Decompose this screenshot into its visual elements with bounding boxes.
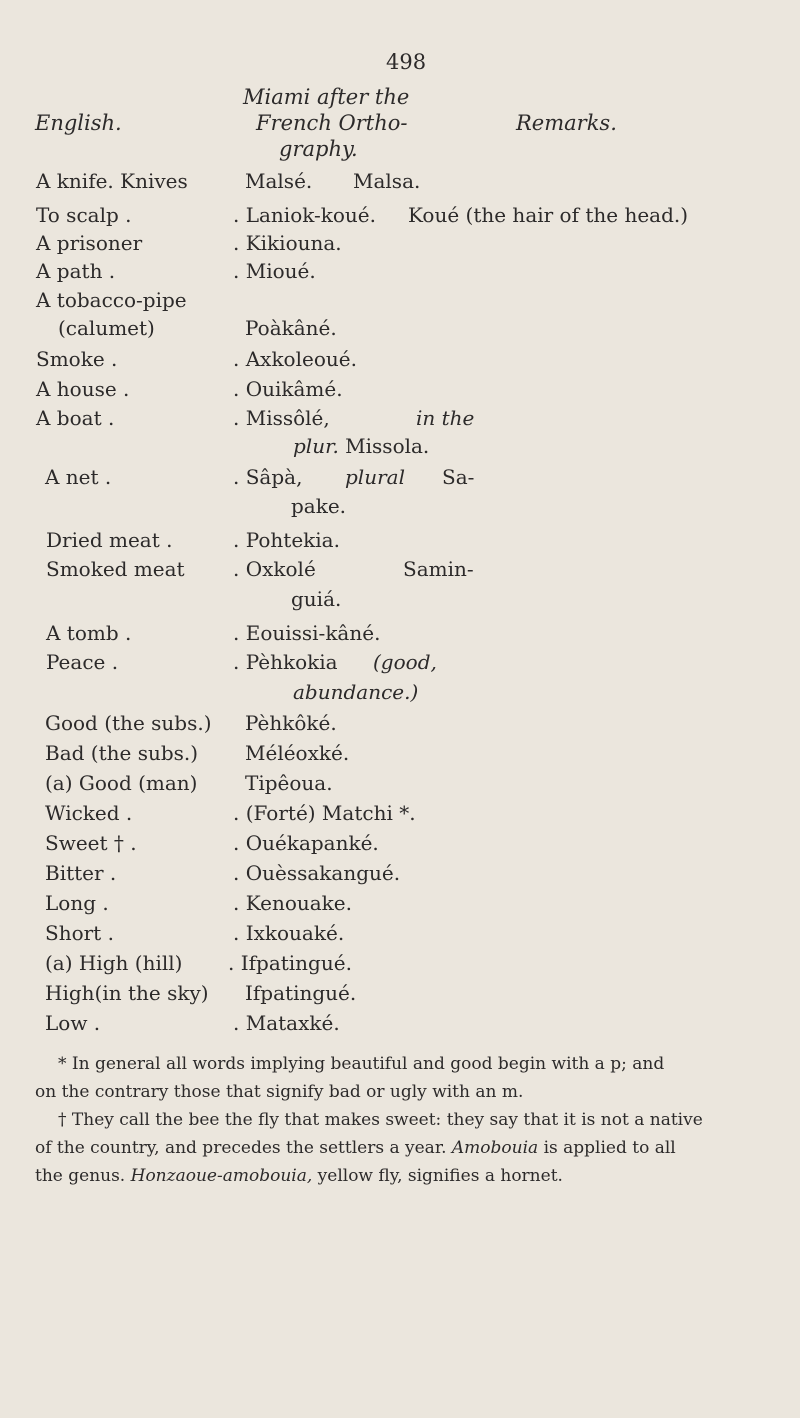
vocab-row (0, 621, 800, 651)
remark: Koué (the hair of the head.) (408, 203, 689, 227)
continuation-line: guiá. (291, 587, 342, 611)
vocab-row (0, 528, 800, 558)
footnote-text: is applied to all (543, 1138, 676, 1158)
miami-term: . Sâpà, (233, 465, 303, 489)
footnote-dagger-line2 (35, 1138, 676, 1158)
english-term: To scalp . (36, 203, 132, 227)
miami-term: . Ouikâmé. (233, 377, 343, 401)
footnote-text: of the country, and precedes the settlers a year. (35, 1138, 447, 1158)
miami-term: . Kenouake. (233, 891, 352, 915)
footnote-term: Amobouia (451, 1138, 539, 1158)
english-term: Good (the subs.) (45, 711, 212, 735)
vocab-row (0, 288, 800, 318)
miami-term: . Ixkouaké. (233, 921, 345, 945)
miami-term: . Axkoleoué. (233, 347, 357, 371)
miami-note: in the (416, 406, 475, 430)
english-term: (a) High (hill) (45, 951, 183, 975)
footnote-star-line1: * In general all words implying beautiful and good begin with a p; and (58, 1054, 665, 1074)
english-term: Short . (45, 921, 114, 945)
miami-term: . Eouissi-kâné. (233, 621, 381, 645)
vocab-row (0, 203, 800, 233)
footnote-text: yellow fly, signifies a hornet. (317, 1166, 563, 1186)
vocab-row (0, 921, 800, 951)
miami-continued: Sa- (442, 465, 475, 489)
continuation-line: pake. (291, 494, 347, 518)
miami-term: Malsé. (245, 169, 313, 193)
miami-variant: Malsa. (353, 169, 421, 193)
vocab-row (0, 259, 800, 289)
vocab-row (0, 981, 800, 1011)
miami-term: . (Forté) Matchi *. (233, 801, 416, 825)
miami-note: (good, (373, 650, 437, 674)
miami-term: Pèhkôké. (245, 711, 337, 735)
english-term: Dried meat . (46, 528, 173, 552)
header-miami-line3: graphy. (279, 137, 358, 161)
header-english: English. (35, 111, 122, 135)
vocab-row (0, 801, 800, 831)
vocab-row (0, 316, 800, 346)
miami-term: . Mioué. (233, 259, 316, 283)
english-term: A house . (36, 377, 130, 401)
english-term: Bitter . (45, 861, 117, 885)
vocab-row (0, 861, 800, 891)
english-term: High(in the sky) (45, 981, 209, 1005)
english-term: A tobacco-pipe (36, 288, 187, 312)
footnote-star-line2: on the contrary those that signify bad or ugly with an m. (35, 1082, 524, 1102)
miami-term: . Ouèssakangué. (233, 861, 401, 885)
miami-term: . Oxkolé (233, 557, 316, 581)
footnote-dagger-line3 (35, 1166, 563, 1186)
page-number: 498 (386, 50, 427, 74)
english-term: A path . (36, 259, 116, 283)
miami-term: . Pèhkokia (233, 650, 338, 674)
vocab-row (0, 771, 800, 801)
vocab-row (0, 406, 800, 436)
english-term: A prisoner (36, 231, 143, 255)
miami-term: Tipêoua. (245, 771, 333, 795)
english-term: (calumet) (58, 316, 155, 340)
continuation-line: abundance.) (293, 680, 419, 704)
english-term: A knife. Knives (36, 169, 188, 193)
english-term: (a) Good (man) (45, 771, 198, 795)
vocab-row (0, 951, 800, 981)
english-term: A boat . (36, 406, 115, 430)
vocab-row (0, 650, 800, 680)
footnote-dagger-line1: † They call the bee the fly that makes sweet: they say that it is not a native (58, 1110, 703, 1130)
english-term: Smoked meat (46, 557, 185, 581)
miami-term: . Ifpatingué. (228, 951, 352, 975)
english-term: A tomb . (46, 621, 132, 645)
miami-term: Poàkâné. (245, 316, 337, 340)
english-term: A net . (45, 465, 112, 489)
english-term: Bad (the subs.) (45, 741, 199, 765)
header-remarks: Remarks. (516, 111, 617, 135)
vocab-row (0, 741, 800, 771)
vocab-row (0, 347, 800, 377)
miami-note: plural (345, 465, 405, 489)
english-term: Low . (45, 1011, 101, 1035)
miami-term: Ifpatingué. (245, 981, 357, 1005)
vocab-row (0, 711, 800, 741)
miami-term: . Pohtekia. (233, 528, 340, 552)
vocab-row (0, 1011, 800, 1041)
english-term: Long . (45, 891, 109, 915)
miami-term: . Kikiouna. (233, 231, 342, 255)
miami-note: plur. (293, 434, 339, 458)
english-term: Smoke . (36, 347, 118, 371)
vocab-row (0, 377, 800, 407)
vocab-row (0, 557, 800, 587)
continuation-line (293, 434, 429, 458)
footnote-term: Honzaoue-amobouia, (130, 1166, 313, 1186)
header-miami-line1: Miami after the (243, 85, 410, 109)
footnote-text: the genus. (35, 1166, 126, 1186)
header-miami-line2: French Ortho- (256, 111, 408, 135)
miami-term: . Laniok-koué. (233, 203, 376, 227)
vocab-row (0, 169, 800, 199)
miami-term: . Mataxké. (233, 1011, 340, 1035)
miami-term: Méléoxké. (245, 741, 350, 765)
vocab-row (0, 831, 800, 861)
english-term: Wicked . (45, 801, 133, 825)
miami-term: . Missôlé, (233, 406, 330, 430)
english-term: Sweet † . (45, 831, 137, 855)
miami-plural: Missola. (345, 434, 430, 458)
miami-variant: Samin- (403, 557, 474, 581)
miami-term: . Ouékapanké. (233, 831, 379, 855)
vocab-row (0, 465, 800, 495)
vocab-row (0, 891, 800, 921)
english-term: Peace . (46, 650, 119, 674)
vocab-row (0, 231, 800, 261)
